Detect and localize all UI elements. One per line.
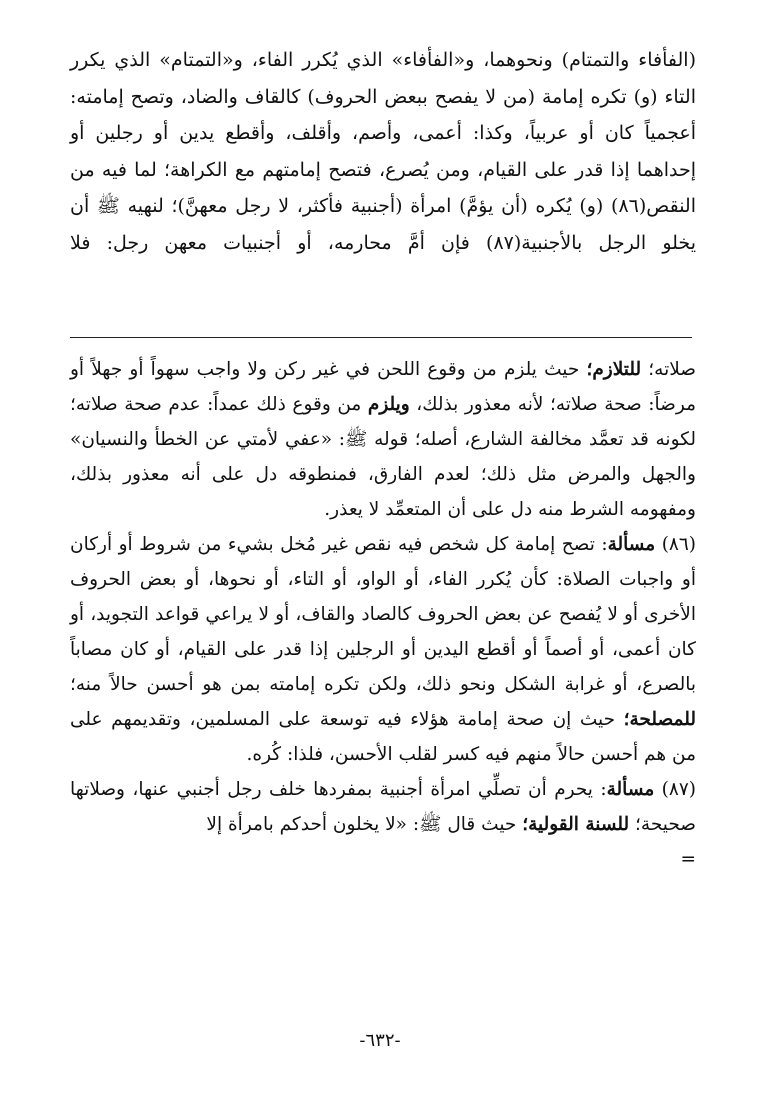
main-paragraph: (الفأفاء والتمتام) ونحوهما، و«الفأفاء» الذي يُكرر الفاء، و«التمتام» الذي يكرر التاء (و) تكره إمامة (من لا يفصح ببعض الحروف) كالقاف والضاد، وتصح إمامته: أعجمياً كان أو عربياً، وكذا: أعمى، وأصم، وأقلف، وأقطع يدين أو رجلين أو إحداهما إذا قدر على القيام، ومن يُصرع، فتصح إمامتهم مع الكراهة؛ لما فيه من النقص(٨٦) (و) يُكره (أن يؤمَّ) امرأة (أجنبية فأكثر، لا رجل معهنَّ)؛ لنهيه ﷺ أن يخلو الرجل بالأجنبية(٨٧) فإن أمَّ محارمه، أو أجنبيات معهن رجل: فلا (70, 49, 696, 254)
footnotes-block (70, 352, 696, 877)
text-run: : يحرم أن تصلِّي امرأة أجنبية بمفردها خلف رجل أجنبي عنها، وصلاتها صحيحة؛ (70, 779, 696, 835)
page-number: -٦٣٢- (359, 1030, 401, 1051)
text-run: حيث يلزم من وقوع اللحن في غير ركن ولا واجب سهواً أو جهلاً أو مرضاً: صحة صلاته؛ لأنه معذور بذلك، (70, 359, 696, 415)
bold-term: للتلازم؛ (586, 359, 642, 380)
footnote-86 (70, 527, 696, 772)
footnote-number: (٨٧) (661, 779, 696, 800)
bold-term: ويلزم (367, 394, 410, 415)
footnote-label: مسألة (606, 779, 655, 800)
footnote-label: مسألة (607, 534, 656, 555)
footnote-87 (70, 772, 696, 842)
footnote-continuation (70, 352, 696, 527)
footnote-number: (٨٦) (661, 534, 696, 555)
footnote-separator-line (70, 337, 692, 338)
text-run: حيث قال ﷺ: «لا يخلون أحدكم بامرأة إلا (206, 814, 523, 835)
text-run: من وقوع ذلك عمداً: عدم صحة صلاته؛ لكونه قد تعمَّد مخالفة الشارع، أصله؛ قوله ﷺ: «عفي لأمتي عن الخطأ والنسيان» والجهل والمرض مثل ذلك؛ لعدم الفارق، فمنطوقه دل على أنه معذور بذلك، ومفهومه الشرط منه دل على أن المتعمِّد لا يعذر. (70, 394, 696, 520)
bold-term: للسنة القولية؛ (522, 814, 630, 835)
bold-term: للمصلحة؛ (623, 709, 696, 730)
text-run: حيث إن صحة إمامة هؤلاء فيه توسعة على المسلمين، وتقديمهم على من هم أحسن حالاً منهم فيه كسر لقلب الأحسن، فلذا: كُره. (70, 709, 696, 765)
main-text-block (70, 42, 696, 262)
continuation-mark: = (680, 849, 696, 870)
text-run: صلاته؛ (641, 359, 696, 380)
text-run: : تصح إمامة كل شخص فيه نقص غير مُخل بشيء من شروط أو أركان أو واجبات الصلاة: كأن يُكرر الفاء، أو الواو، أو التاء، أو نحوها، أو بعض الحروف الأخرى أو لا يُفصح عن بعض الحروف كالصاد والقاف، أو لا يراعي قواعد التجويد، أو كان أعمى، أو أصماً أو أقطع اليدين أو الرجلين إذا قدر على القيام، أو كان مصاباً بالصرع، أو غرابة الشكل ونحو ذلك، ولكن تكره إمامته بمن هو أحسن حالاً منه؛ (70, 534, 696, 695)
